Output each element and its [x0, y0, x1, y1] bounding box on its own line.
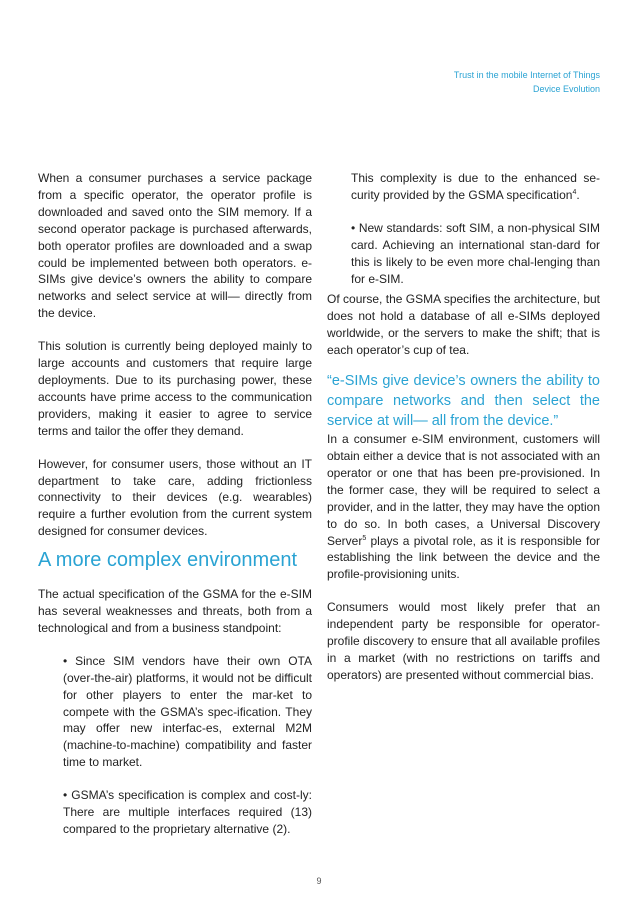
- header-subtitle: Device Evolution: [532, 84, 600, 94]
- bullet-item: • Since SIM vendors have their own OTA (over-the-air) platforms, it would not be difficult for other players to enter the mar-ket to compete with the GSMA’s spec-ification. They may offer new interfac-es, external M2M (machine-to-machine) compatibility and faster time to market.: [63, 653, 312, 770]
- section-heading: A more complex environment: [38, 549, 298, 572]
- bullet-text-end: .: [576, 187, 580, 202]
- bullet-text: This complexity is due to the enhanced se-curity provided by the GSMA specification: [351, 171, 600, 202]
- body-paragraph: However, for consumer users, those without an IT department to take care, adding frictionless connectivity to their devices (e.g. wearables) require a further evolution from the current system designed for consumer devices.: [38, 456, 312, 539]
- body-paragraph: The actual specification of the GSMA for the e-SIM has several weaknesses and threats, both from a technological and from a business standpoint:: [38, 587, 312, 635]
- header-title: Trust in the mobile Internet of Things: [453, 70, 600, 80]
- body-paragraph: [327, 431, 600, 583]
- body-paragraph: When a consumer purchases a service package from a specific operator, the operator profile is downloaded and saved onto the SIM memory. If a second operator package is purchased afterwards, both operator profiles are downloaded and a swap could be implemented between both operators. e-SIMs give device’s owners the ability to compare networks and select service at will— directly from the device.: [38, 171, 312, 321]
- bullet-item-continuation: [351, 170, 600, 204]
- page-number: 9: [316, 876, 322, 886]
- right-column: [327, 170, 600, 684]
- body-paragraph: Consumers would most likely prefer that an independent party be responsible for operator-profile discovery to ensure that all available profiles in a market (with no restrictions on tariffs and operators) are presented without commercial bias.: [327, 600, 600, 682]
- bullet-item: • New standards: soft SIM, a non-physical SIM card. Achieving an international stan-dard for this is likely to be even more chal-lenging than for e-SIM.: [351, 220, 600, 286]
- bullet-item: • GSMA’s specification is complex and cost-ly: There are multiple interfaces required (13) compared to the proprietary alternative (2).: [63, 788, 312, 836]
- body-paragraph: Of course, the GSMA specifies the architecture, but does not hold a database of all e-SIMs deployed worldwide, or the servers to make the shift; that is each operator’s cup of tea.: [327, 292, 600, 358]
- bullet-list: [327, 170, 600, 287]
- pull-quote: “e-SIMs give device’s owners the ability to compare networks and then select the service at will— all from the device.”: [327, 373, 600, 430]
- footnote-marker: 5: [362, 534, 367, 542]
- body-paragraph: This solution is currently being deployed mainly to large accounts and customers that require large deployments. Due to its purchasing power, these accounts have prime access to the communication providers, making it easier to agree to service terms and tailor the offer they demand.: [38, 339, 312, 438]
- running-header: [454, 68, 600, 96]
- left-column: [38, 170, 312, 838]
- paragraph-text: In a consumer e-SIM environment, customers will obtain either a device that is not associated with an operator or one that has been pre-provisioned. In the former case, they will be required to select a provider, and in the latter, they may have the option to do so. In both cases, a Universal Discovery Server: [327, 432, 600, 548]
- paragraph-text-end: plays a pivotal role, as it is responsible for establishing the link between the device and the profile-provisioning units.: [327, 533, 600, 582]
- footnote-marker: 4: [572, 188, 577, 196]
